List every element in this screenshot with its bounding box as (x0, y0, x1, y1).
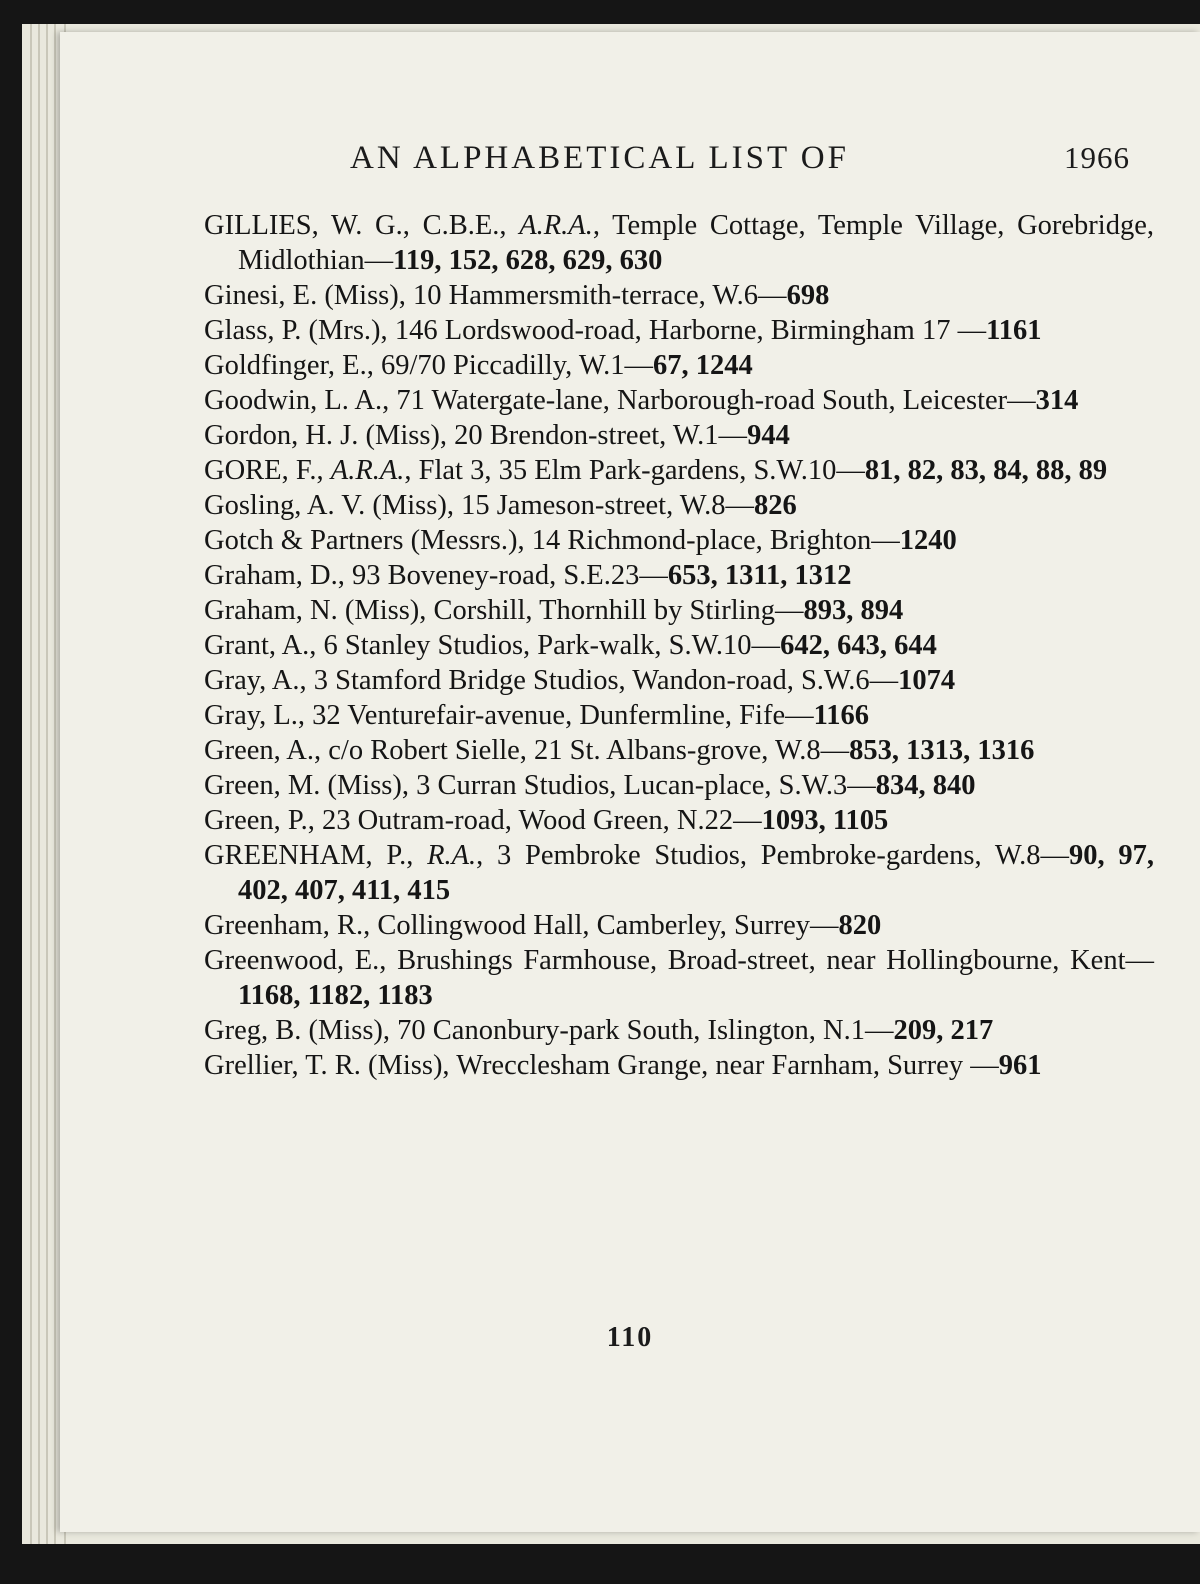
list-item (204, 838, 1154, 908)
entry-name: Green, M. (Miss), (204, 770, 417, 801)
entry-catalogue-numbers: 1093, 1105 (761, 805, 889, 836)
entry-catalogue-numbers: 119, 152, 628, 629, 630 (393, 245, 663, 276)
entry-name: Glass, P. (Mrs.), (204, 315, 395, 346)
list-item (204, 803, 1154, 838)
page-edge (30, 24, 32, 1544)
entry-address: 146 Lordswood-road, Harborne, Birmingham 17 — (394, 315, 987, 346)
entry-catalogue-numbers: 1168, 1182, 1183 (238, 980, 433, 1011)
list-item (204, 523, 1154, 558)
entry-address: 15 Jameson-street, W.8— (461, 490, 754, 521)
page-edge (38, 24, 40, 1544)
entry-catalogue-numbers: 209, 217 (893, 1015, 994, 1046)
entry-address: 70 Canonbury-park South, Islington, N.1— (397, 1015, 894, 1046)
entry-catalogue-numbers: 1166 (813, 700, 870, 731)
entry-name: Gray, A., (204, 665, 314, 696)
entry-name: Gray, L., (204, 700, 313, 731)
entry-address: 20 Brendon-street, W.1— (454, 420, 748, 451)
entry-honour: R.A. (427, 840, 477, 871)
entry-address: , Temple Cottage, Temple Village, Gorebridge, Midlothian— (238, 210, 1154, 276)
entry-address: 10 Hammersmith-terrace, W.6— (413, 280, 787, 311)
entry-catalogue-numbers: 698 (786, 280, 830, 311)
entry-address: 32 Venturefair-avenue, Dunfermline, Fife— (312, 700, 814, 731)
entry-catalogue-numbers: 81, 82, 83, 84, 88, 89 (864, 455, 1108, 486)
list-item (204, 488, 1154, 523)
list-item (204, 418, 1154, 453)
entry-catalogue-numbers: 642, 643, 644 (780, 630, 937, 661)
entry-address: 71 Watergate-lane, Narborough-road South, Leicester— (396, 385, 1036, 416)
entry-address: Collingwood Hall, Camberley, Surrey— (377, 910, 839, 941)
entry-address: 3 Stamford Bridge Studios, Wandon-road, S.W.6— (313, 665, 899, 696)
entry-catalogue-numbers: 820 (838, 910, 882, 941)
entry-name: GREENHAM, P., (204, 840, 428, 871)
entry-address: Brushings Farmhouse, Broad-street, near Hollingbourne, Kent— (397, 945, 1154, 976)
entry-address: , Flat 3, 35 Elm Park-gardens, S.W.10— (404, 455, 865, 486)
list-item (204, 383, 1154, 418)
list-item (204, 278, 1154, 313)
list-item (204, 628, 1154, 663)
list-item (204, 908, 1154, 943)
entry-name: Green, P., (204, 805, 322, 836)
entry-name: GORE, F., (204, 455, 331, 486)
entry-name: Gordon, H. J. (Miss), (204, 420, 455, 451)
entry-address: , 3 Pembroke Studios, Pembroke-gardens, W.8— (476, 840, 1069, 871)
entry-name: Goodwin, L. A., (204, 385, 397, 416)
entry-name: Greenwood, E., (204, 945, 398, 976)
list-item (204, 558, 1154, 593)
list-item (204, 208, 1154, 278)
page-edge (46, 24, 48, 1544)
list-item (204, 453, 1154, 488)
entry-catalogue-numbers: 826 (753, 490, 797, 521)
entry-catalogue-numbers: 893, 894 (803, 595, 904, 626)
entry-list (204, 208, 1154, 1083)
entry-name: Gosling, A. V. (Miss), (204, 490, 462, 521)
list-item (204, 663, 1154, 698)
list-item (204, 348, 1154, 383)
entry-name: Graham, D., (204, 560, 352, 591)
entry-catalogue-numbers: 834, 840 (875, 770, 976, 801)
entry-catalogue-numbers: 314 (1035, 385, 1079, 416)
entry-catalogue-numbers: 1161 (986, 315, 1042, 346)
running-year: 1966 (1064, 140, 1130, 175)
entry-honour: A.R.A. (519, 210, 593, 241)
entry-name: Grellier, T. R. (Miss), (204, 1050, 457, 1081)
entry-name: Graham, N. (Miss), (204, 595, 434, 626)
entry-name: Greenham, R., (204, 910, 378, 941)
entry-catalogue-numbers: 67, 1244 (653, 350, 753, 381)
entry-address: 14 Richmond-place, Brighton— (531, 525, 900, 556)
entry-catalogue-numbers: 653, 1311, 1312 (667, 560, 852, 591)
entry-catalogue-numbers: 961 (998, 1050, 1042, 1081)
list-item (204, 313, 1154, 348)
list-item (204, 1048, 1154, 1083)
entry-name: GILLIES, W. G., C.B.E., (204, 210, 520, 241)
entry-name: Goldfinger, E., (204, 350, 381, 381)
entry-name: Greg, B. (Miss), (204, 1015, 398, 1046)
entry-address: c/o Robert Sielle, 21 St. Albans-grove, W.8— (328, 735, 850, 766)
entry-catalogue-numbers: 944 (747, 420, 790, 451)
list-item (204, 768, 1154, 803)
entry-address: 23 Outram-road, Wood Green, N.22— (321, 805, 762, 836)
page-number: 110 (606, 1322, 654, 1353)
page-edge (54, 24, 56, 1544)
entry-honour: A.R.A. (330, 455, 405, 486)
entry-address: Corshill, Thornhill by Stirling— (433, 595, 804, 626)
entry-address: Wrecclesham Grange, near Farnham, Surrey — (456, 1050, 999, 1081)
entry-catalogue-numbers: 90, 97, 402, 407, 411, 415 (238, 840, 1154, 906)
entry-catalogue-numbers: 1240 (899, 525, 957, 556)
list-item (204, 943, 1154, 1013)
list-item (204, 1013, 1154, 1048)
entry-address: 69/70 Piccadilly, W.1— (380, 350, 654, 381)
entry-name: Gotch & Partners (Messrs.), (204, 525, 532, 556)
entry-address: 3 Curran Studios, Lucan-place, S.W.3— (416, 770, 876, 801)
book-page (60, 32, 1200, 1532)
running-head (350, 140, 1130, 177)
list-item (204, 593, 1154, 628)
entry-name: Ginesi, E. (Miss), (204, 280, 413, 311)
list-item (204, 698, 1154, 733)
entry-name: Green, A., (204, 735, 329, 766)
running-title: AN ALPHABETICAL LIST OF (350, 140, 849, 176)
entry-name: Grant, A., (204, 630, 324, 661)
entry-catalogue-numbers: 853, 1313, 1316 (849, 735, 1035, 766)
entry-address: 6 Stanley Studios, Park-walk, S.W.10— (323, 630, 781, 661)
entry-address: 93 Boveney-road, S.E.23— (352, 560, 668, 591)
entry-catalogue-numbers: 1074 (898, 665, 956, 696)
list-item (204, 733, 1154, 768)
